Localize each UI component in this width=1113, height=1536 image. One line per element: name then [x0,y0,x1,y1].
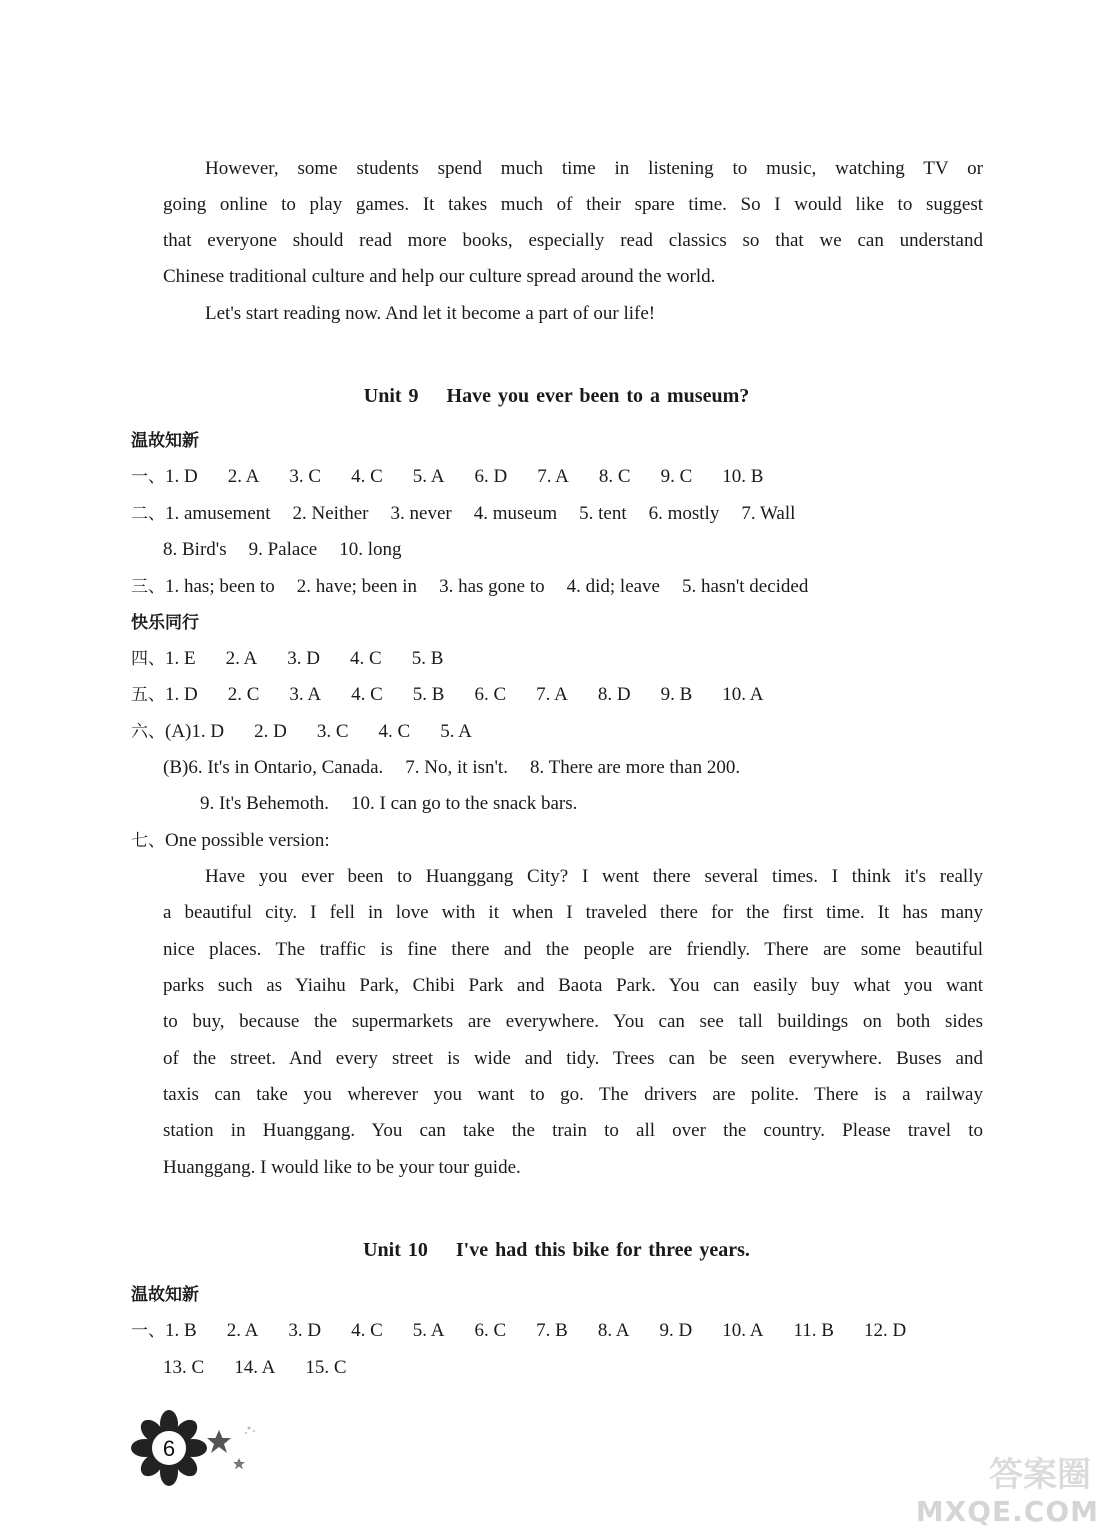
intro-line-1: However, some students spend much time in listening to music, watching TV or [205,158,983,179]
answer-item: 7. B [536,1320,568,1341]
essay-line-4: parks such as Yiaihu Park, Chibi Park and Baota Park. You can easily buy what you want [163,975,983,996]
answer-item: 7. Wall [741,503,796,524]
answer-item: 9. It's Behemoth. [200,793,330,814]
q4-label: 四、 [131,649,165,669]
q3-label: 三、 [131,577,165,597]
q7-intro: One possible version: [165,830,330,851]
answer-item: 8. Bird's [163,539,227,560]
answer-item: 13. C [163,1357,205,1378]
answer-item: 4. C [350,648,382,669]
answer-item: 1. has; been to [165,576,275,597]
answer-item: 7. No, it isn't. [405,757,508,778]
answer-item: 3. D [287,648,321,669]
answer-item: 1. amusement [165,503,271,524]
answer-item: 1. E [165,648,196,669]
unit9-q2 [131,496,817,532]
watermark-url: MXQE.COM [915,1495,1099,1528]
answer-item: 14. A [234,1357,276,1378]
answer-item: 2. A [226,1320,259,1341]
intro-line-5: Let's start reading now. And let it become a part of our life! [205,303,656,324]
intro-line-4: Chinese traditional culture and help our culture spread around the world. [163,266,716,287]
answer-item: 5. A [440,721,472,742]
answer-item: 5. tent [579,503,627,524]
answer-item: 6. C [474,1320,507,1341]
q1-label: 一、 [131,467,165,487]
answer-item: 8. A [597,1320,630,1341]
small-star-icon [233,1458,245,1470]
page-number: 6 [162,1436,176,1461]
answer-item: 6. mostly [648,503,720,524]
answer-item: 3. C [316,721,349,742]
unit9-title: Unit 9 Have you ever been to a museum? [363,385,750,407]
answer-item: 4. C [351,466,383,487]
answer-item: 4. C [378,721,411,742]
answer-item: 5. B [411,648,444,669]
answer-item: 4. did; leave [566,576,660,597]
answer-item: 2. D [254,721,287,742]
answer-item: (A)1. D [165,721,225,742]
intro-line-3: that everyone should read more books, especially read classics so that we can understand [163,230,983,251]
answer-item: 1. D [165,684,198,705]
answer-item: 5. B [412,684,445,705]
answer-item: 9. Palace [248,539,318,560]
unit9-q4 [131,641,443,677]
answer-item: 8. C [598,466,631,487]
essay-line-6: of the street. And every street is wide and tidy. Trees can be seen everywhere. Buses and [163,1048,983,1069]
answer-item: (B)6. It's in Ontario, Canada. [163,757,384,778]
unit9-q1 [131,459,763,495]
answer-item: 15. C [305,1357,347,1378]
answer-item: 1. B [165,1320,197,1341]
answer-item: 2. have; been in [296,576,418,597]
unit10-section-review: 温故知新 [131,1285,199,1305]
answer-item: 2. C [227,684,260,705]
answer-item: 9. C [660,466,693,487]
answer-item: 3. A [289,684,322,705]
answer-item: 2. A [225,648,258,669]
essay-line-1: Have you ever been to Huanggang City? I went there several times. I think it's really [205,866,983,887]
answer-item: 6. D [474,466,508,487]
answer-item: 6. C [474,684,507,705]
unit9-q6-b [163,750,762,786]
unit9-q6 [131,714,472,750]
q6-label: 六、 [131,722,165,742]
watermark-logo-text: 答案圈 [989,1455,1091,1495]
essay-line-2: a beautiful city. I fell in love with it when I traveled there for the first time. It has many [163,902,983,923]
q1-label: 一、 [131,1321,165,1341]
answer-item: 11. B [793,1320,834,1341]
unit10-title: Unit 10 I've had this bike for three years. [363,1239,750,1261]
unit9-section-practice: 快乐同行 [131,613,199,633]
q7-label: 七、 [131,831,165,851]
answer-item: 4. C [351,684,383,705]
unit9-q6-c [200,786,599,822]
answer-item: 10. B [722,466,764,487]
answer-item: 8. There are more than 200. [529,757,741,778]
essay-line-3: nice places. The traffic is fine there and the people are friendly. There are some beautiful [163,939,983,960]
answer-item: 3. never [390,503,452,524]
answer-item: 10. I can go to the snack bars. [351,793,578,814]
answer-item: 3. has gone to [439,576,545,597]
q2-label: 二、 [131,504,165,524]
answer-item: 5. A [412,1320,445,1341]
answer-item: 2. Neither [292,503,369,524]
unit9-section-review: 温故知新 [131,431,199,451]
sparkle-icon [245,1427,255,1435]
essay-line-8: station in Huanggang. You can take the train to all over the country. Please travel to [163,1120,983,1141]
answer-item: 12. D [863,1320,907,1341]
answer-item: 9. B [660,684,693,705]
unit9-q3 [131,569,830,605]
unit10-q1-cont [163,1350,347,1386]
answer-item: 9. D [659,1320,693,1341]
essay-line-9: Huanggang. I would like to be your tour guide. [163,1157,521,1178]
answer-item: 1. D [165,466,198,487]
answer-item: 10. A [722,684,764,705]
q5-label: 五、 [131,685,165,705]
essay-line-7: taxis can take you wherever you want to go. The drivers are polite. There is a railway [163,1084,983,1105]
answer-item: 3. C [289,466,322,487]
answer-item: 7. A [536,684,568,705]
answer-item: 5. hasn't decided [682,576,809,597]
watermark [905,1455,1105,1530]
answer-item: 3. D [288,1320,322,1341]
intro-line-2: going online to play games. It takes much of their spare time. So I would like to suggest [163,194,983,215]
star-icon [207,1430,231,1453]
answer-item: 5. A [412,466,445,487]
answer-item: 10. long [339,539,402,560]
unit9-q7 [131,823,330,859]
essay-line-5: to buy, because the supermarkets are everywhere. You can see tall buildings on both sides [163,1011,983,1032]
answer-item: 4. C [351,1320,383,1341]
unit9-q2-cont [163,532,423,568]
answer-item: 8. D [597,684,631,705]
page-badge [131,1408,261,1488]
answer-item: 4. museum [473,503,558,524]
answer-item: 7. A [537,466,569,487]
answer-item: 2. A [227,466,260,487]
answer-item: 10. A [722,1320,764,1341]
unit9-q5 [131,677,763,713]
unit10-q1 [131,1313,906,1349]
